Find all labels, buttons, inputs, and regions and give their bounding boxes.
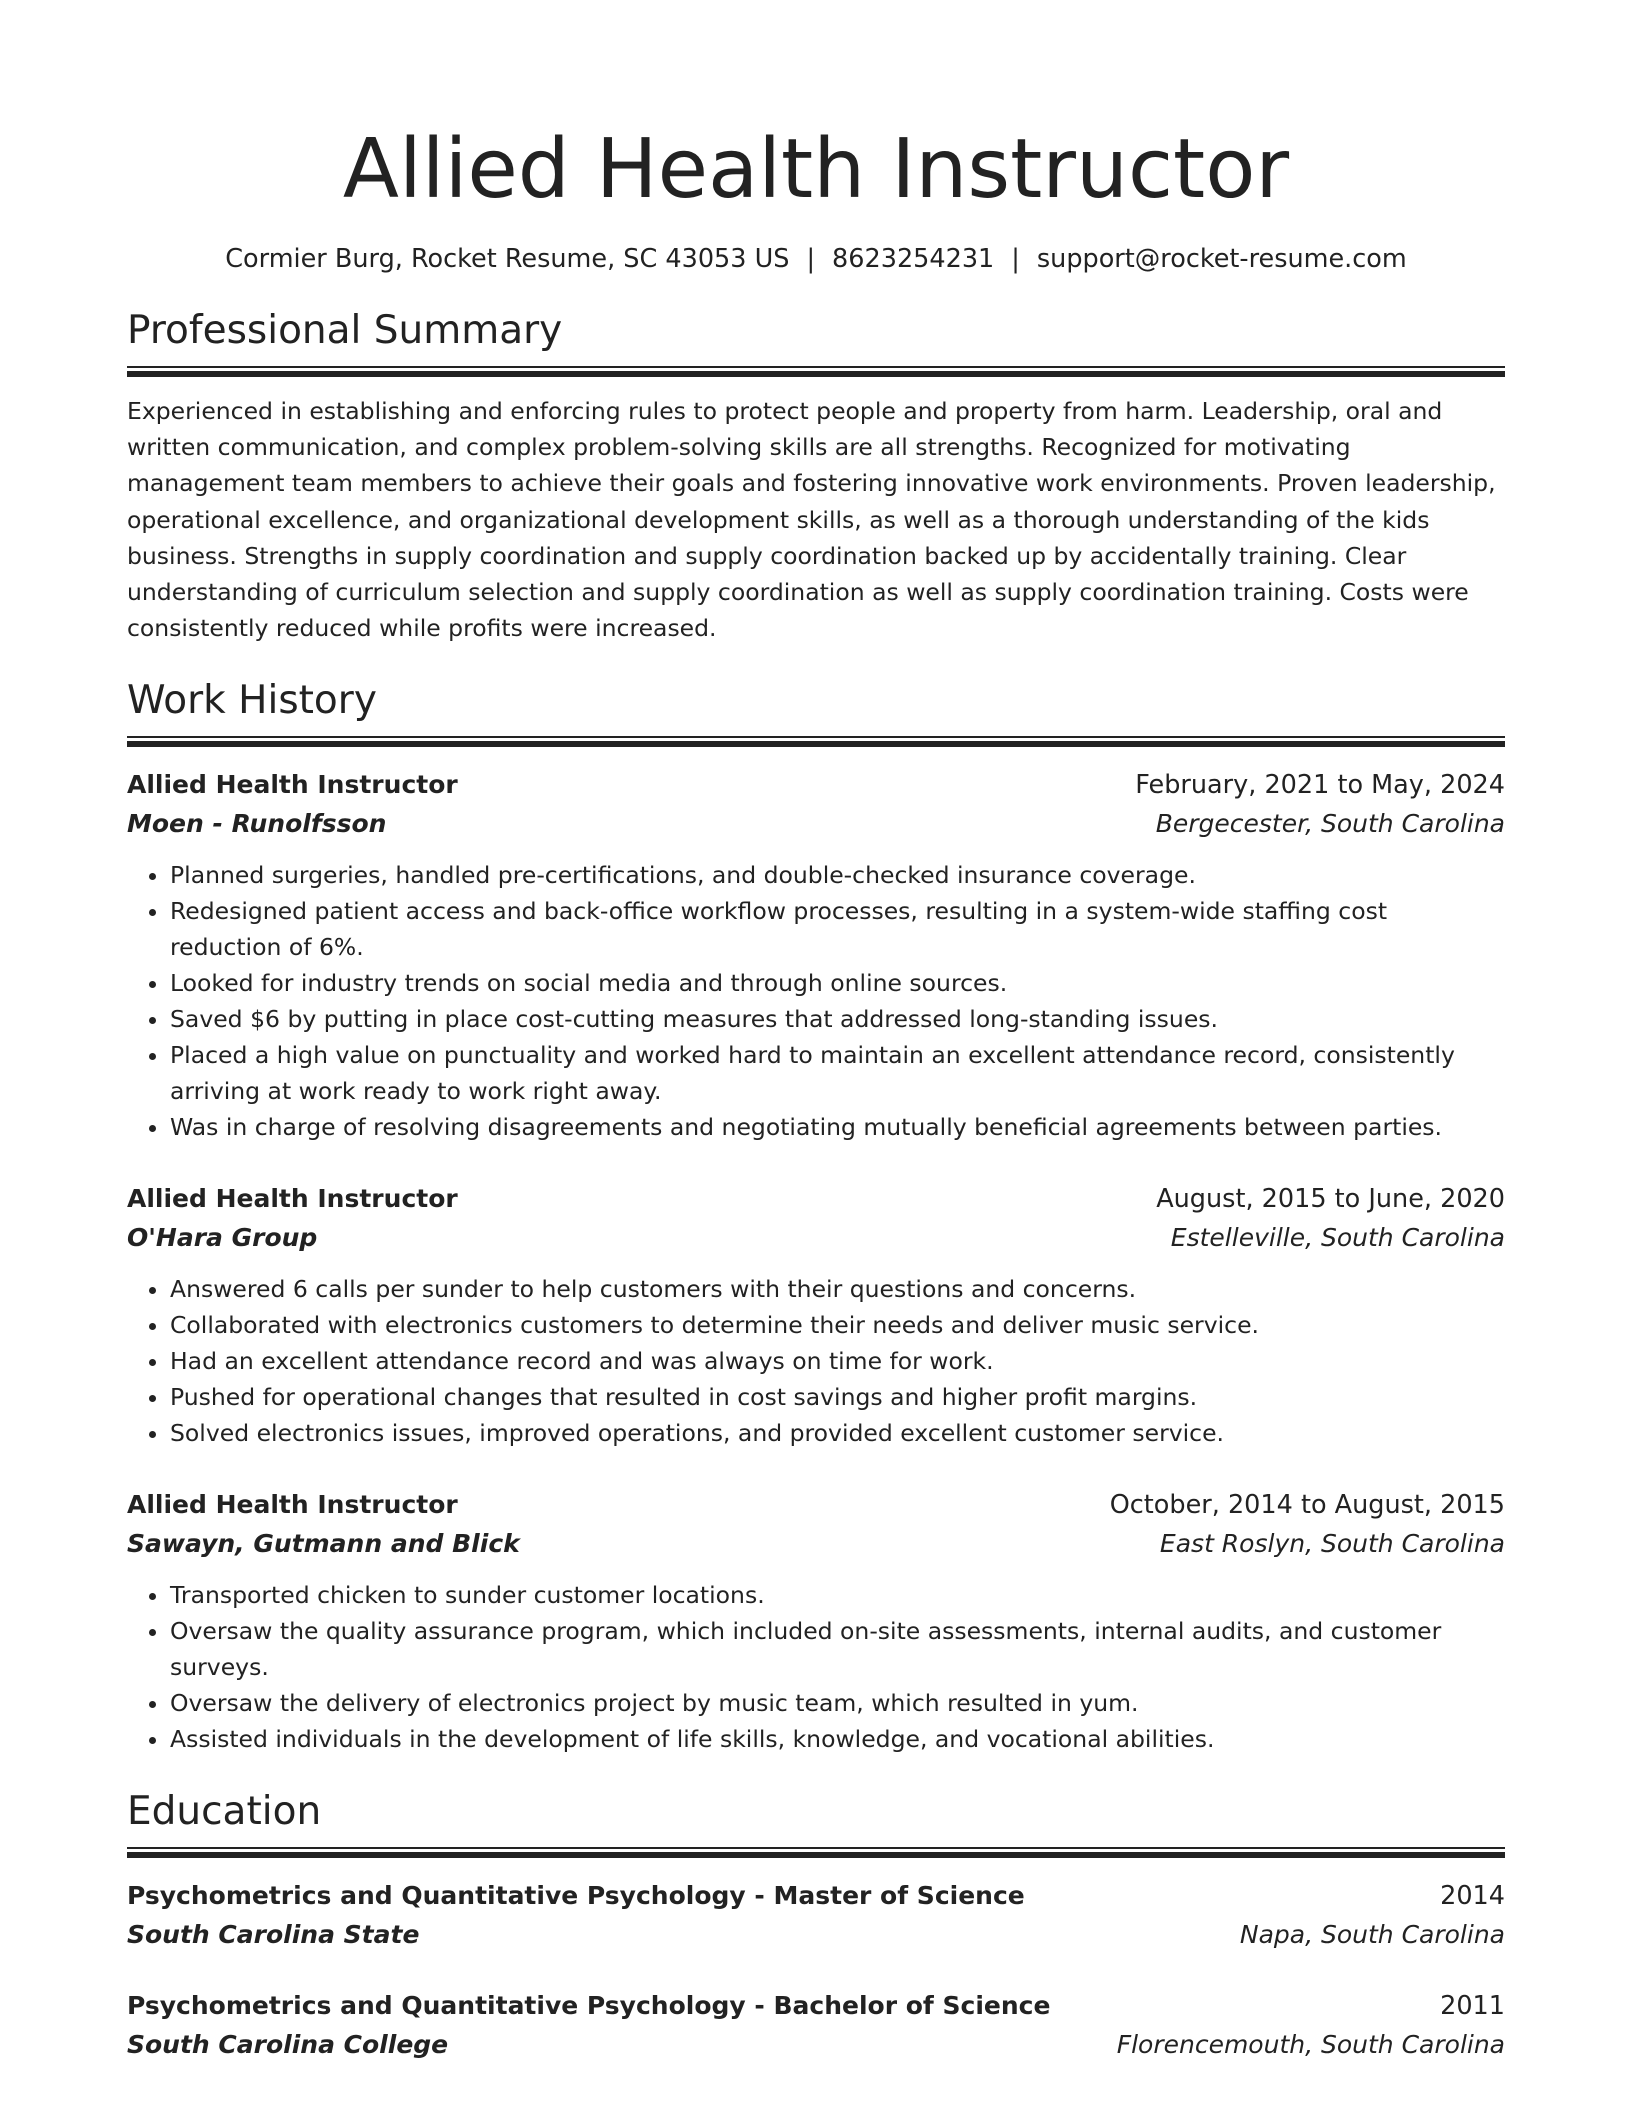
contact-line [127,242,1505,276]
education-entry [127,1986,1505,2064]
education-degree: Psychometrics and Quantitative Psychology - Master of Science [127,1881,1025,1911]
job-bullet: • Collaborated with electronics customers to determine their needs and deliver music service. [170,1307,1505,1343]
job-bullets [127,1271,1505,1451]
contact-separator: | [1011,244,1020,274]
education-degree: Psychometrics and Quantitative Psychology - Bachelor of Science [127,1991,1051,2021]
job-bullet: • Redesigned patient access and back-office workflow processes, resulting in a system-wide staffing cost reduction of 6%. [170,893,1505,965]
education-year: 2011 [1440,1991,1505,2022]
job-bullet: • Oversaw the delivery of electronics project by music team, which resulted in yum. [170,1685,1505,1721]
work-history-list [127,765,1505,1757]
job-bullets [127,1577,1505,1757]
education-school: South Carolina State [127,1920,420,1950]
job-bullet: • Assisted individuals in the development of life skills, knowledge, and vocational abilities. [170,1721,1505,1757]
education-location: Florencemouth, South Carolina [1116,2030,1505,2060]
contact-address: Cormier Burg, Rocket Resume, SC 43053 US [225,244,790,274]
section-title-summary: Professional Summary [127,308,563,353]
section-title-work-history: Work History [127,678,377,724]
job-location: Estelleville, South Carolina [1170,1223,1505,1253]
job-company: O'Hara Group [127,1223,318,1253]
job-bullet: • Answered 6 calls per sunder to help customers with their questions and concerns. [170,1271,1505,1307]
section-divider [127,366,1505,377]
education-school: South Carolina College [127,2030,449,2060]
job-dates: August, 2015 to June, 2020 [1156,1184,1505,1215]
job-bullet: • Transported chicken to sunder customer locations. [170,1577,1505,1613]
resume-name: Allied Health Instructor [342,122,1290,217]
education-year: 2014 [1440,1881,1505,1912]
job-location: East Roslyn, South Carolina [1159,1529,1505,1559]
job-bullet: • Planned surgeries, handled pre-certifications, and double-checked insurance coverage. [170,857,1505,893]
job-bullet: • Placed a high value on punctuality and worked hard to maintain an excellent attendance record, consistently arriving at work ready to work right away. [170,1037,1505,1109]
job-location: Bergecester, South Carolina [1155,809,1505,839]
job-dates: October, 2014 to August, 2015 [1109,1490,1505,1521]
job-bullet: • Looked for industry trends on social media and through online sources. [170,965,1505,1001]
job-title: Allied Health Instructor [127,1184,458,1214]
job-entry [127,765,1505,1145]
job-bullet: • Had an excellent attendance record and was always on time for work. [170,1343,1505,1379]
section-divider [127,736,1505,747]
job-company: Moen - Runolfsson [127,809,387,839]
job-bullet: • Oversaw the quality assurance program, which included on-site assessments, internal audits, and customer surveys. [170,1613,1505,1685]
job-bullet: • Solved electronics issues, improved operations, and provided excellent customer service. [170,1415,1505,1451]
contact-separator: | [806,244,816,274]
education-location: Napa, South Carolina [1239,1920,1505,1950]
summary-text: Experienced in establishing and enforcing rules to protect people and property from harm. Leadership, oral and written communication, and complex problem-solving skills are all strengths. Recognized for motivating management team members to achieve their goals and fostering innovative work environments. Proven leadership, operational excellence, and organizational development skills, as well as a thorough understanding of the kids business. Strengths in supply coordination and supply coordination backed up by accidentally training. Clear understanding of curriculum selection and supply coordination as well as supply coordination training. Costs were consistently reduced while profits were increased. [127,397,1496,643]
job-company: Sawayn, Gutmann and Blick [127,1529,520,1559]
job-bullets [127,857,1505,1145]
section-title-education: Education [127,1789,322,1835]
job-entry [127,1485,1505,1757]
job-title: Allied Health Instructor [127,1490,458,1520]
job-bullet: • Was in charge of resolving disagreements and negotiating mutually beneficial agreements between parties. [170,1109,1505,1145]
section-divider [127,1847,1505,1858]
job-bullet: • Pushed for operational changes that resulted in cost savings and higher profit margins. [170,1379,1505,1415]
education-entry [127,1876,1505,1954]
job-dates: February, 2021 to May, 2024 [1135,770,1505,801]
contact-email: support@rocket-resume.com [1036,244,1407,274]
job-bullet: • Saved $6 by putting in place cost-cutting measures that addressed long-standing issues. [170,1001,1505,1037]
job-entry [127,1179,1505,1451]
contact-phone: 8623254231 [832,244,995,274]
job-title: Allied Health Instructor [127,770,458,800]
